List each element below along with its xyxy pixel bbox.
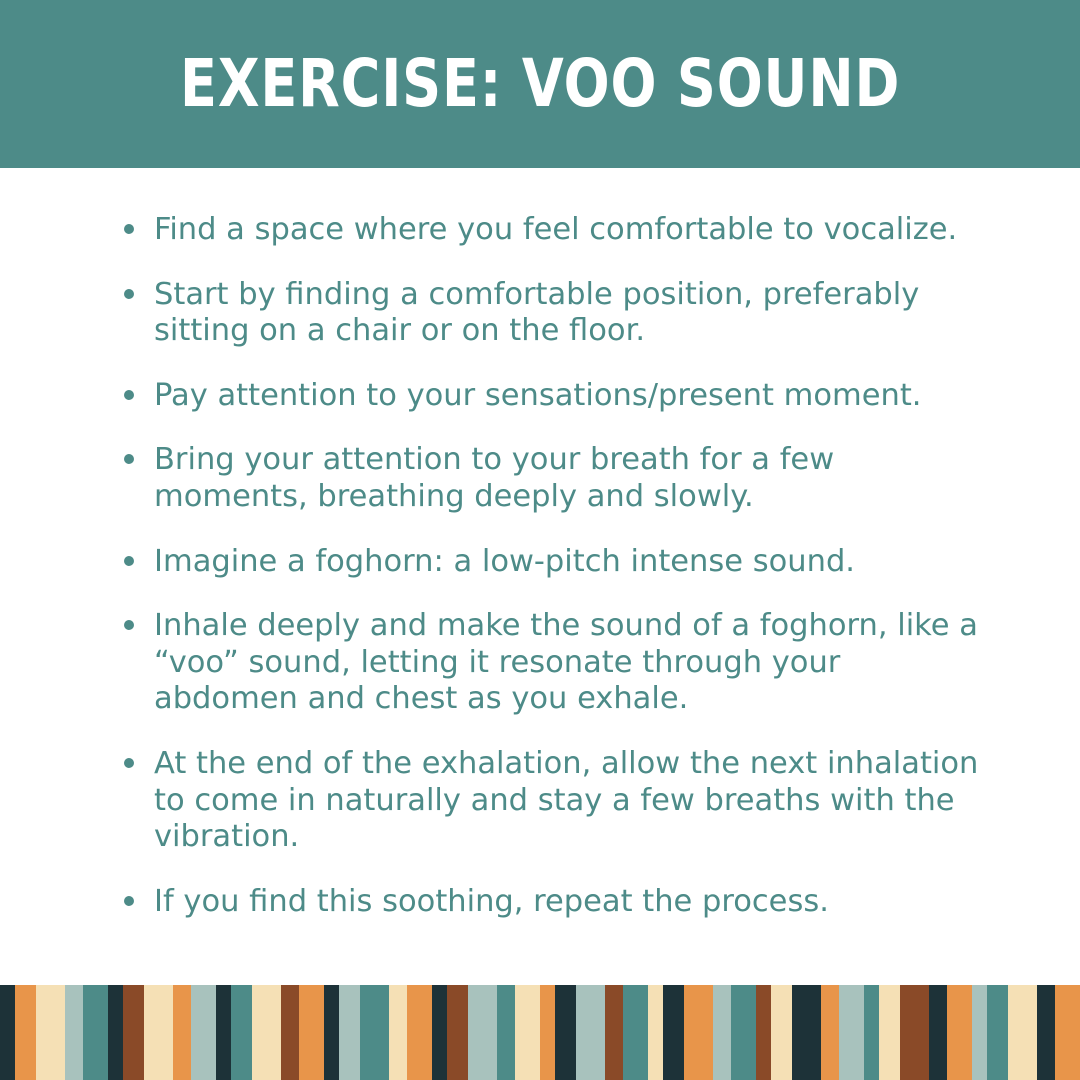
stripe <box>65 985 83 1080</box>
stripe <box>1055 985 1080 1080</box>
bullet-dot-icon <box>124 224 134 234</box>
list-item <box>120 378 984 415</box>
stripe <box>540 985 555 1080</box>
stripe <box>576 985 604 1080</box>
stripe <box>123 985 145 1080</box>
stripe <box>339 985 361 1080</box>
stripe <box>36 985 64 1080</box>
bullet-dot-icon <box>124 390 134 400</box>
stripe <box>839 985 864 1080</box>
list-item-text: Start by finding a comfortable position, preferably sitting on a chair or on the floor. <box>154 276 920 349</box>
stripe <box>756 985 771 1080</box>
stripe <box>987 985 1009 1080</box>
stripe <box>15 985 37 1080</box>
stripe <box>468 985 496 1080</box>
stripe <box>792 985 820 1080</box>
list-item-text: If you find this soothing, repeat the process. <box>154 883 829 919</box>
stripe <box>900 985 928 1080</box>
stripe <box>1008 985 1036 1080</box>
stripe <box>684 985 712 1080</box>
bullet-dot-icon <box>124 758 134 768</box>
stripe <box>389 985 407 1080</box>
bullet-dot-icon <box>124 289 134 299</box>
stripe <box>864 985 879 1080</box>
stripe <box>252 985 280 1080</box>
list-item-text: Find a space where you feel comfortable to vocalize. <box>154 212 958 247</box>
stripe <box>515 985 540 1080</box>
list-item <box>120 746 984 856</box>
list-item-text: Imagine a foghorn: a low-pitch intense sound. <box>154 543 855 579</box>
stripe <box>407 985 432 1080</box>
stripe <box>929 985 947 1080</box>
bullet-dot-icon <box>124 896 134 906</box>
stripe <box>972 985 987 1080</box>
page-title: EXERCISE: VOO SOUND <box>179 45 901 122</box>
list-item <box>120 277 984 350</box>
stripe <box>191 985 216 1080</box>
stripe <box>821 985 839 1080</box>
stripe <box>447 985 469 1080</box>
stripe <box>663 985 685 1080</box>
list-item-text: Pay attention to your sensations/present moment. <box>154 377 922 413</box>
header-band <box>0 0 1080 168</box>
stripe <box>173 985 191 1080</box>
stripe <box>83 985 108 1080</box>
stripe <box>1037 985 1055 1080</box>
stripe <box>299 985 324 1080</box>
stripe <box>360 985 388 1080</box>
stripe <box>947 985 972 1080</box>
list-item <box>120 608 984 718</box>
stripe <box>771 985 793 1080</box>
stripe <box>216 985 231 1080</box>
bullet-dot-icon <box>124 620 134 630</box>
stripe <box>731 985 756 1080</box>
stripe <box>324 985 339 1080</box>
steps-section <box>0 168 1080 985</box>
stripe <box>605 985 623 1080</box>
stripe <box>713 985 731 1080</box>
list-item-text: Inhale deeply and make the sound of a foghorn, like a “voo” sound, letting it resonate through your abdomen and chest as you exhale. <box>154 608 978 717</box>
list-item <box>120 884 984 921</box>
list-item-text: Bring your attention to your breath for a few moments, breathing deeply and slowly. <box>154 442 835 514</box>
stripe <box>432 985 447 1080</box>
stripe <box>108 985 123 1080</box>
list-item <box>120 212 984 249</box>
stripe <box>231 985 253 1080</box>
stripe <box>0 985 15 1080</box>
steps-list <box>120 212 1010 920</box>
decorative-stripe-band <box>0 985 1080 1080</box>
bullet-dot-icon <box>124 454 134 464</box>
list-item <box>120 544 984 581</box>
stripe <box>281 985 299 1080</box>
stripe <box>648 985 663 1080</box>
stripe <box>623 985 648 1080</box>
list-item-text: At the end of the exhalation, allow the next inhalation to come in naturally and stay a few breaths with the vibration. <box>154 745 979 855</box>
list-item <box>120 442 984 515</box>
bullet-dot-icon <box>124 556 134 566</box>
stripe <box>879 985 901 1080</box>
stripe <box>497 985 515 1080</box>
stripe <box>555 985 577 1080</box>
stripe <box>144 985 172 1080</box>
